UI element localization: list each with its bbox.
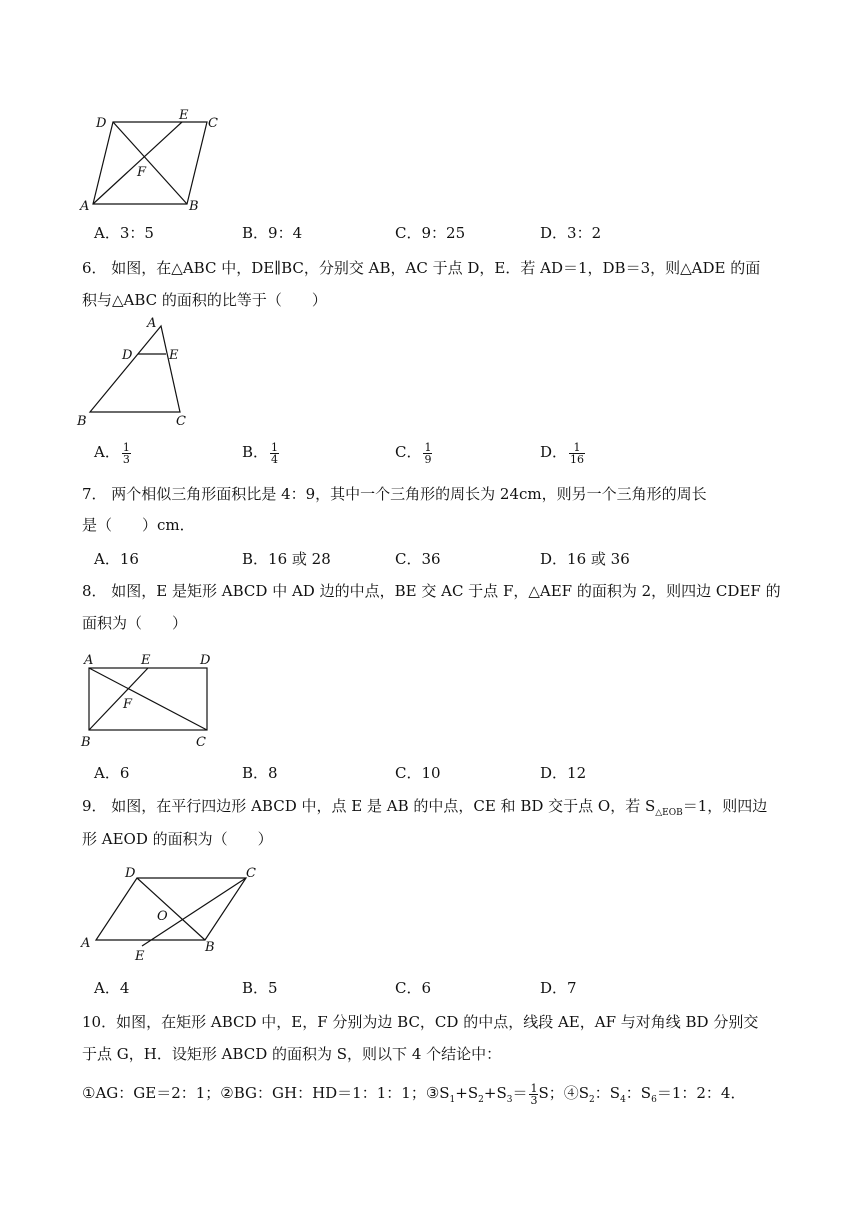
q9-stem-line1: 9． 如图，在平行四边形 ABCD 中，点 E 是 AB 的中点，CE 和 BD 交于点 O，若 $S_{\triangle EOB}=1$，则四边 <box>82 797 768 818</box>
q9-option-a[interactable]: A．4 <box>94 979 130 997</box>
q6-stem-line2: 积与△ABC 的面积的比等于（ ） <box>82 291 327 309</box>
q9-option-d[interactable]: D．7 <box>540 979 577 997</box>
q6-options <box>94 440 794 464</box>
q5-option-d[interactable]: D．3：2 <box>540 224 602 242</box>
q8-rectangle-diagram <box>78 648 223 752</box>
q7-option-d[interactable]: D．16 或 36 <box>540 550 630 568</box>
diagonal-AC <box>89 668 207 730</box>
q10-conclusions: ①AG：GE＝2：1；②BG：GH：HD＝1：1：1；$③S_1+S_2+S_3=$ $\frac{1}{3}$ S；$④S_2$：$S_4$：$S_6=1$：2：4． <box>82 1081 746 1107</box>
q10-stem-line2: 于点 G，H．设矩形 ABCD 的面积为 S，则以下 4 个结论中： <box>82 1045 502 1063</box>
q7-stem-line1: 7． 两个相似三角形面积比是 4：9，其中一个三角形的周长为 24cm，则另一个三角形的周长 <box>82 485 707 503</box>
diagonal-DB <box>137 878 205 940</box>
label-C: C <box>196 735 206 750</box>
q6-option-a[interactable]: A． $\frac{1}{3}$ <box>94 440 130 466</box>
label-E: E <box>169 348 179 363</box>
label-E: E <box>179 108 189 123</box>
diagonal-DB <box>113 122 187 204</box>
label-B: B <box>189 199 199 214</box>
label-C: C <box>246 866 256 881</box>
label-A: A <box>81 936 91 951</box>
q9-stem-line2: 形 AEOD 的面积为（ ） <box>82 830 273 848</box>
q7-option-a[interactable]: A．16 <box>94 550 139 568</box>
label-A: A <box>147 316 157 331</box>
q8-option-b[interactable]: B．8 <box>242 764 278 782</box>
q8-option-a[interactable]: A．6 <box>94 764 130 782</box>
q10-stem-line1: 10．如图，在矩形 ABCD 中，E，F 分别为边 BC，CD 的中点，线段 AE，AF 与对角线 BD 分别交 <box>82 1013 759 1031</box>
q6-option-b[interactable]: B． $\frac{1}{4}$ <box>242 440 279 466</box>
label-C: C <box>176 414 186 429</box>
label-C: C <box>208 116 218 131</box>
q5-option-c[interactable]: C．9：25 <box>395 224 466 242</box>
q7-option-c[interactable]: C．36 <box>395 550 441 568</box>
q5-figure <box>76 106 226 214</box>
q9-option-c[interactable]: C．6 <box>395 979 432 997</box>
q7-options <box>94 547 794 571</box>
label-F: F <box>137 165 147 180</box>
label-D: D <box>122 348 133 363</box>
q8-figure <box>78 648 223 752</box>
label-A: A <box>84 653 94 668</box>
q5-option-a[interactable]: A．3：5 <box>94 224 154 242</box>
q7-stem-line2: 是（ ）cm． <box>82 516 195 534</box>
q5-parallelogram-diagram <box>76 106 226 214</box>
label-B: B <box>77 414 87 429</box>
q6-stem-line1: 6． 如图，在△ABC 中，DE∥BC，分别交 AB，AC 于点 D，E．若 AD＝1，DB＝3，则△ADE 的面 <box>82 259 761 277</box>
label-O: O <box>157 909 168 924</box>
q8-option-c[interactable]: C．10 <box>395 764 441 782</box>
q6-option-c[interactable]: C． $\frac{1}{9}$ <box>395 440 432 466</box>
q5-option-b[interactable]: B．9：4 <box>242 224 303 242</box>
segment-BE <box>89 668 148 730</box>
q9-option-b[interactable]: B．5 <box>242 979 278 997</box>
q9-options <box>94 976 794 1000</box>
q8-option-d[interactable]: D．12 <box>540 764 587 782</box>
q8-stem-line1: 8． 如图，E 是矩形 ABCD 中 AD 边的中点，BE 交 AC 于点 F，△AEF 的面积为 2，则四边 CDEF 的 <box>82 582 781 600</box>
q6-triangle-diagram <box>76 314 196 430</box>
label-A: A <box>80 199 90 214</box>
label-E: E <box>135 949 145 964</box>
triangle-ABC <box>90 326 180 412</box>
q9-parallelogram-diagram <box>78 862 268 966</box>
segment-AE <box>93 122 182 204</box>
label-D: D <box>96 116 107 131</box>
q8-options <box>94 761 794 785</box>
q9-figure <box>78 862 268 966</box>
label-B: B <box>205 940 215 955</box>
label-D: D <box>125 866 136 881</box>
label-F: F <box>123 697 133 712</box>
label-E: E <box>141 653 151 668</box>
q5-options <box>94 221 794 245</box>
q7-option-b[interactable]: B．16 或 28 <box>242 550 331 568</box>
q8-stem-line2: 面积为（ ） <box>82 614 188 632</box>
label-B: B <box>81 735 91 750</box>
q6-option-d[interactable]: D． $\frac{1}{16}$ <box>540 440 585 466</box>
label-D: D <box>200 653 211 668</box>
q6-figure <box>76 314 196 430</box>
